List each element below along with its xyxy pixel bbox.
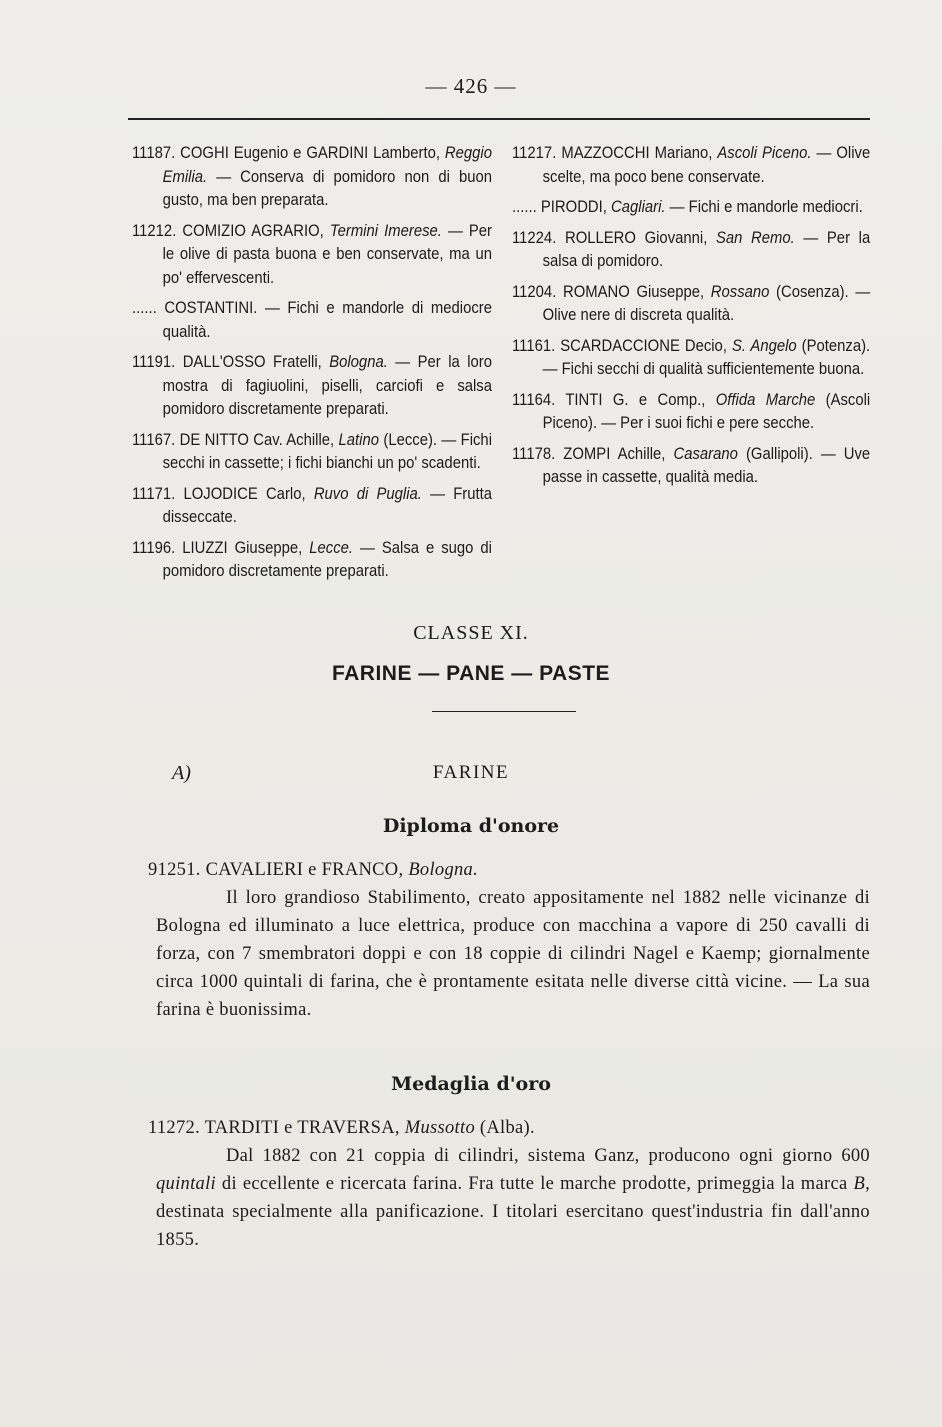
list-item: 11187. COGHI Eugenio e GARDINI Lamberto, Reggio Emilia. — Conserva di pomidoro non di buon gusto, ma ben preparata. (132, 144, 492, 209)
page-number: — 426 — (425, 74, 517, 98)
list-item: ...... PIRODDI, Cagliari. — Fichi e mandorle mediocri. (512, 198, 863, 216)
list-item: ...... COSTANTINI. — Fichi e mandorle di mediocre qualità. (132, 299, 492, 341)
list-item: 11171. LOJODICE Carlo, Ruvo di Puglia. — Frutta disseccate. (132, 484, 493, 526)
list-item: 11212. COMIZIO AGRARIO, Termini Imerese. — Per le olive di pasta buona e ben conservate, ma un po' effervescenti. (132, 221, 493, 287)
entry-heading: 11272. TARDITI e TRAVERSA, Mussotto (Alba). (148, 1118, 535, 1138)
section-title: FARINE — PANE — PASTE (331, 662, 611, 685)
award-heading-gold-medal: Medaglia d'oro (391, 1073, 551, 1095)
subsection-letter: A) (172, 762, 191, 784)
award-entry (148, 1114, 870, 1254)
award-heading-diploma: Diploma d'onore (382, 815, 560, 837)
award-entry (148, 856, 870, 1024)
list-item: 11178. ZOMPI Achille, Casarano (Gallipoli). — Uve passe in cassette, qualità media. (512, 444, 871, 486)
left-column (132, 142, 492, 591)
list-item: 11167. DE NITTO Cav. Achille, Latino (Lecce). — Fichi secchi in cassette; i fichi bianchi un po' scadenti. (132, 430, 492, 472)
list-item: 11224. ROLLERO Giovanni, San Remo. — Per la salsa di pomidoro. (512, 228, 871, 270)
entry-body: Il loro grandioso Stabilimento, creato appositamente nel 1882 nelle vicinanze di Bologna ed illuminato a luce elettrica, produce con macchina a vapore di 250 cavalli di forza, con 7 smembratori doppi e con 18 coppie di cilindri Nagel e Kaemp; giornalmente circa 1000 quintali di farina, che è prontamente esitata nelle diverse città vicine. — La sua farina è buonissima. (156, 888, 870, 1020)
entry-heading: 91251. CAVALIERI e FRANCO, Bologna. (148, 860, 479, 880)
list-item: 11191. DALL'OSSO Fratelli, Bologna. — Per la loro mostra di fagiuolini, piselli, carciofi e salsa pomidoro discretamente preparati. (132, 353, 492, 418)
section-rule (432, 711, 576, 712)
class-heading: CLASSE XI. (413, 622, 529, 644)
entry-body: Dal 1882 con 21 coppia di cilindri, sistema Ganz, producono ogni giorno 600 quintali di eccellente e ricercata farina. Fra tutte le marche prodotte, primeggia la marca B, destinata specialmente alla panificazione. I titolari esercitano quest'industria fin dall'anno 1855. (156, 1146, 870, 1250)
list-item: 11204. ROMANO Giuseppe, Rossano (Cosenza). — Olive nere di discreta qualità. (512, 282, 871, 324)
list-item: 11164. TINTI G. e Comp., Offida Marche (Ascoli Piceno). — Per i suoi fichi e pere secche. (512, 390, 871, 432)
list-item: 11161. SCARDACCIONE Decio, S. Angelo (Potenza). — Fichi secchi di qualità sufficientemente buona. (512, 336, 871, 378)
top-rule (128, 118, 870, 120)
subsection-title: FARINE (432, 762, 510, 783)
list-item: 11217. MAZZOCCHI Mariano, Ascoli Piceno. — Olive scelte, ma poco bene conservate. (512, 144, 871, 186)
list-item: 11196. LIUZZI Giuseppe, Lecce. — Salsa e sugo di pomidoro discretamente preparati. (132, 538, 492, 580)
right-column (512, 142, 870, 497)
